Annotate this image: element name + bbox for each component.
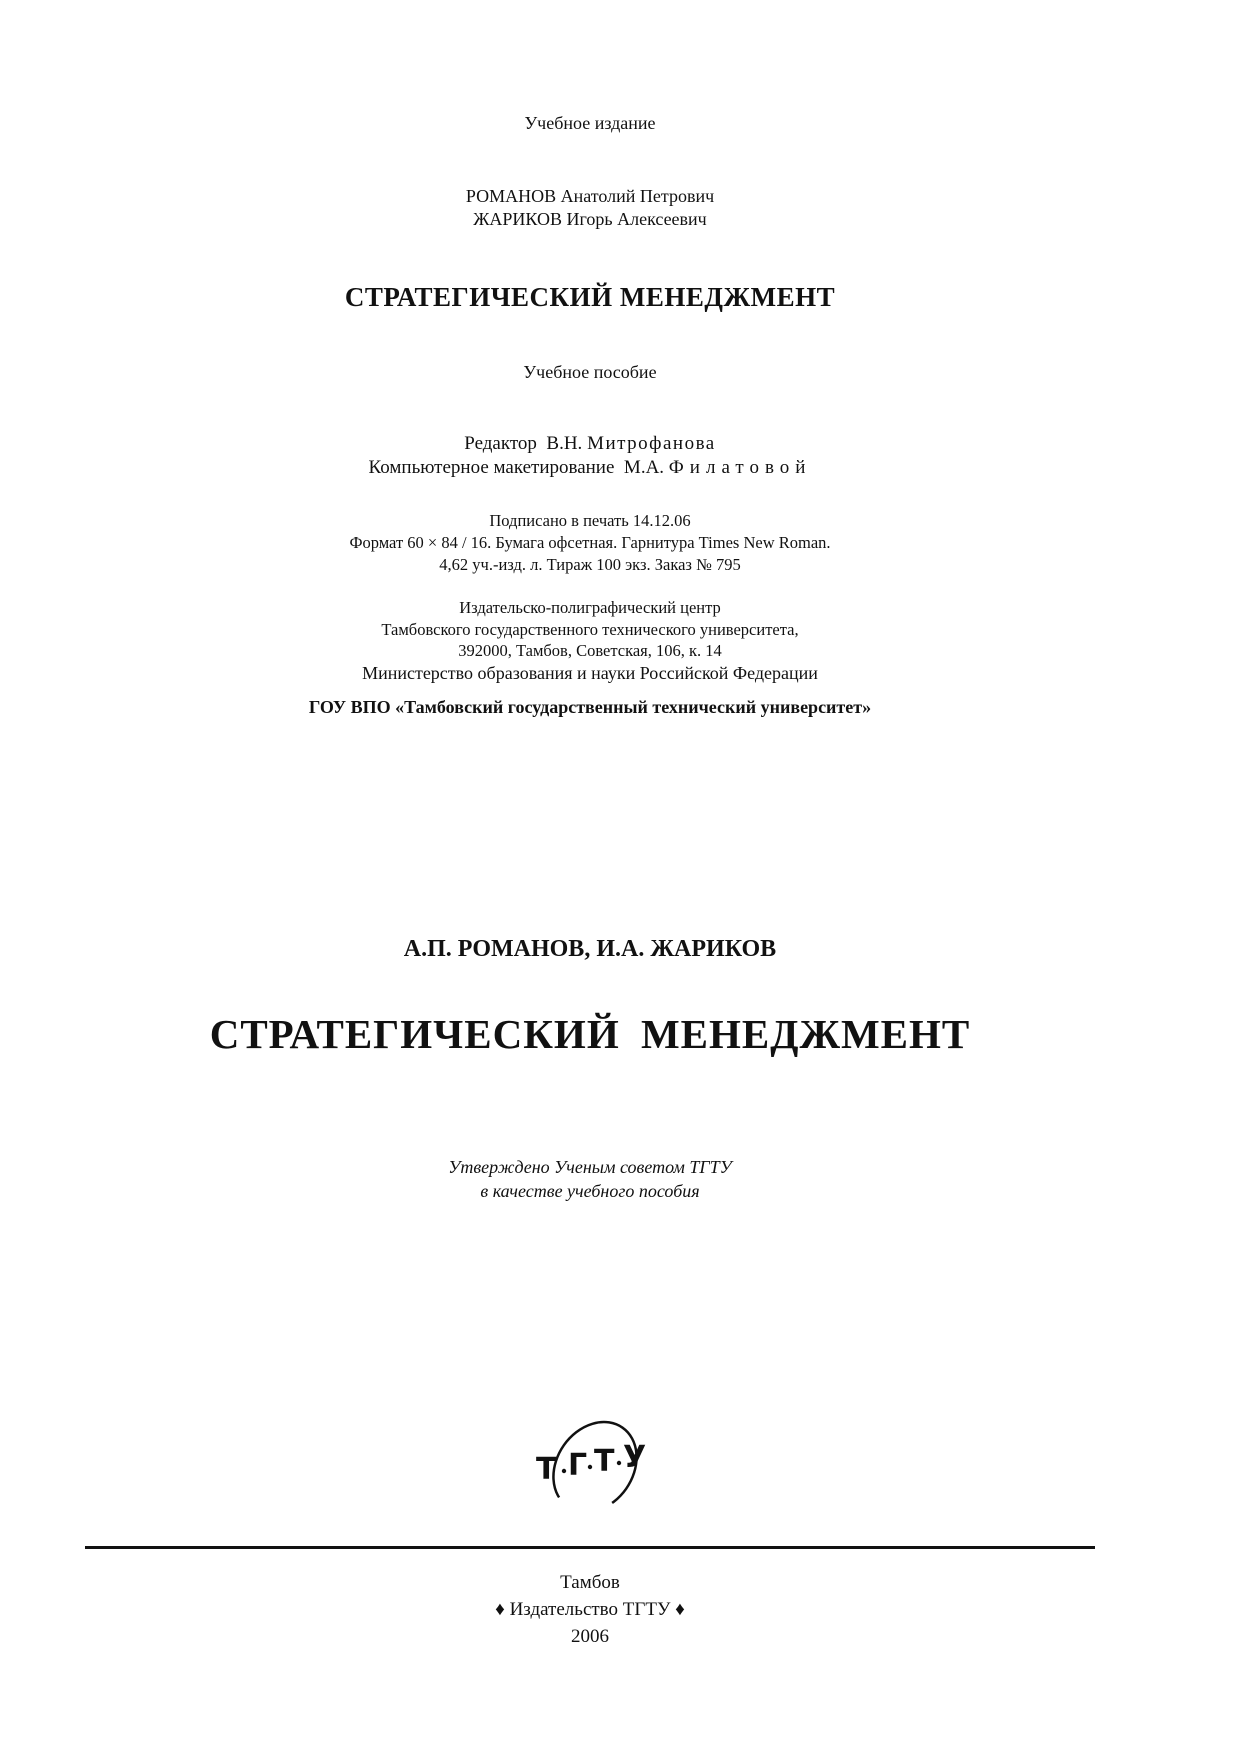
publisher-center: Издательско-полиграфический центр	[459, 598, 721, 617]
format-info: Формат 60 × 84 / 16. Бумага офсетная. Гарнитура Times New Roman.	[349, 533, 831, 552]
author-1-full: РОМАНОВ Анатолий Петрович	[465, 186, 715, 206]
layout-initials: М.А.	[623, 457, 665, 478]
editor-label: Редактор	[464, 433, 537, 454]
layout-name: Филатовой	[668, 457, 812, 478]
book-type: Учебное пособие	[523, 362, 657, 382]
logo-letters	[536, 1440, 646, 1487]
layout-label: Компьютерное макетирование	[368, 457, 615, 478]
horizontal-rule	[85, 1546, 1095, 1549]
svg-text:Т: Т	[536, 1452, 557, 1487]
svg-text:Г: Г	[568, 1448, 588, 1483]
approval-line-2: в качестве учебного пособия	[480, 1181, 700, 1201]
publisher: ♦ Издательство ТГТУ ♦	[495, 1599, 685, 1620]
svg-text:У: У	[623, 1440, 647, 1475]
editor-initials: В.Н.	[546, 433, 583, 454]
publisher-address: 392000, Тамбов, Советская, 106, к. 14	[458, 641, 722, 660]
university-logo	[530, 1407, 660, 1522]
approval-line-1: Утверждено Ученым советом ТГТУ	[448, 1157, 732, 1177]
city: Тамбов	[560, 1572, 620, 1593]
title-page-title: СТРАТЕГИЧЕСКИЙ МЕНЕДЖМЕНТ	[209, 1011, 971, 1057]
author-2-full: ЖАРИКОВ Игорь Алексеевич	[473, 209, 707, 229]
edition-type: Учебное издание	[524, 113, 656, 133]
imprint-title: СТРАТЕГИЧЕСКИЙ МЕНЕДЖМЕНТ	[344, 282, 836, 312]
editor-name: Митрофанова	[587, 433, 716, 454]
volume-info: 4,62 уч.-изд. л. Тираж 100 экз. Заказ № 795	[439, 555, 741, 574]
layout-line	[0, 457, 1180, 479]
signed-to-print: Подписано в печать 14.12.06	[489, 511, 691, 530]
svg-text:Т: Т	[594, 1444, 615, 1479]
year: 2006	[571, 1626, 609, 1647]
editor-line	[0, 433, 1180, 455]
university-name: Тамбовского государственного технического университета,	[381, 620, 799, 639]
institution: ГОУ ВПО «Тамбовский государственный технический университет»	[308, 697, 872, 717]
title-page-authors: А.П. РОМАНОВ, И.А. ЖАРИКОВ	[403, 936, 777, 962]
ministry: Министерство образования и науки Российской Федерации	[362, 663, 818, 683]
